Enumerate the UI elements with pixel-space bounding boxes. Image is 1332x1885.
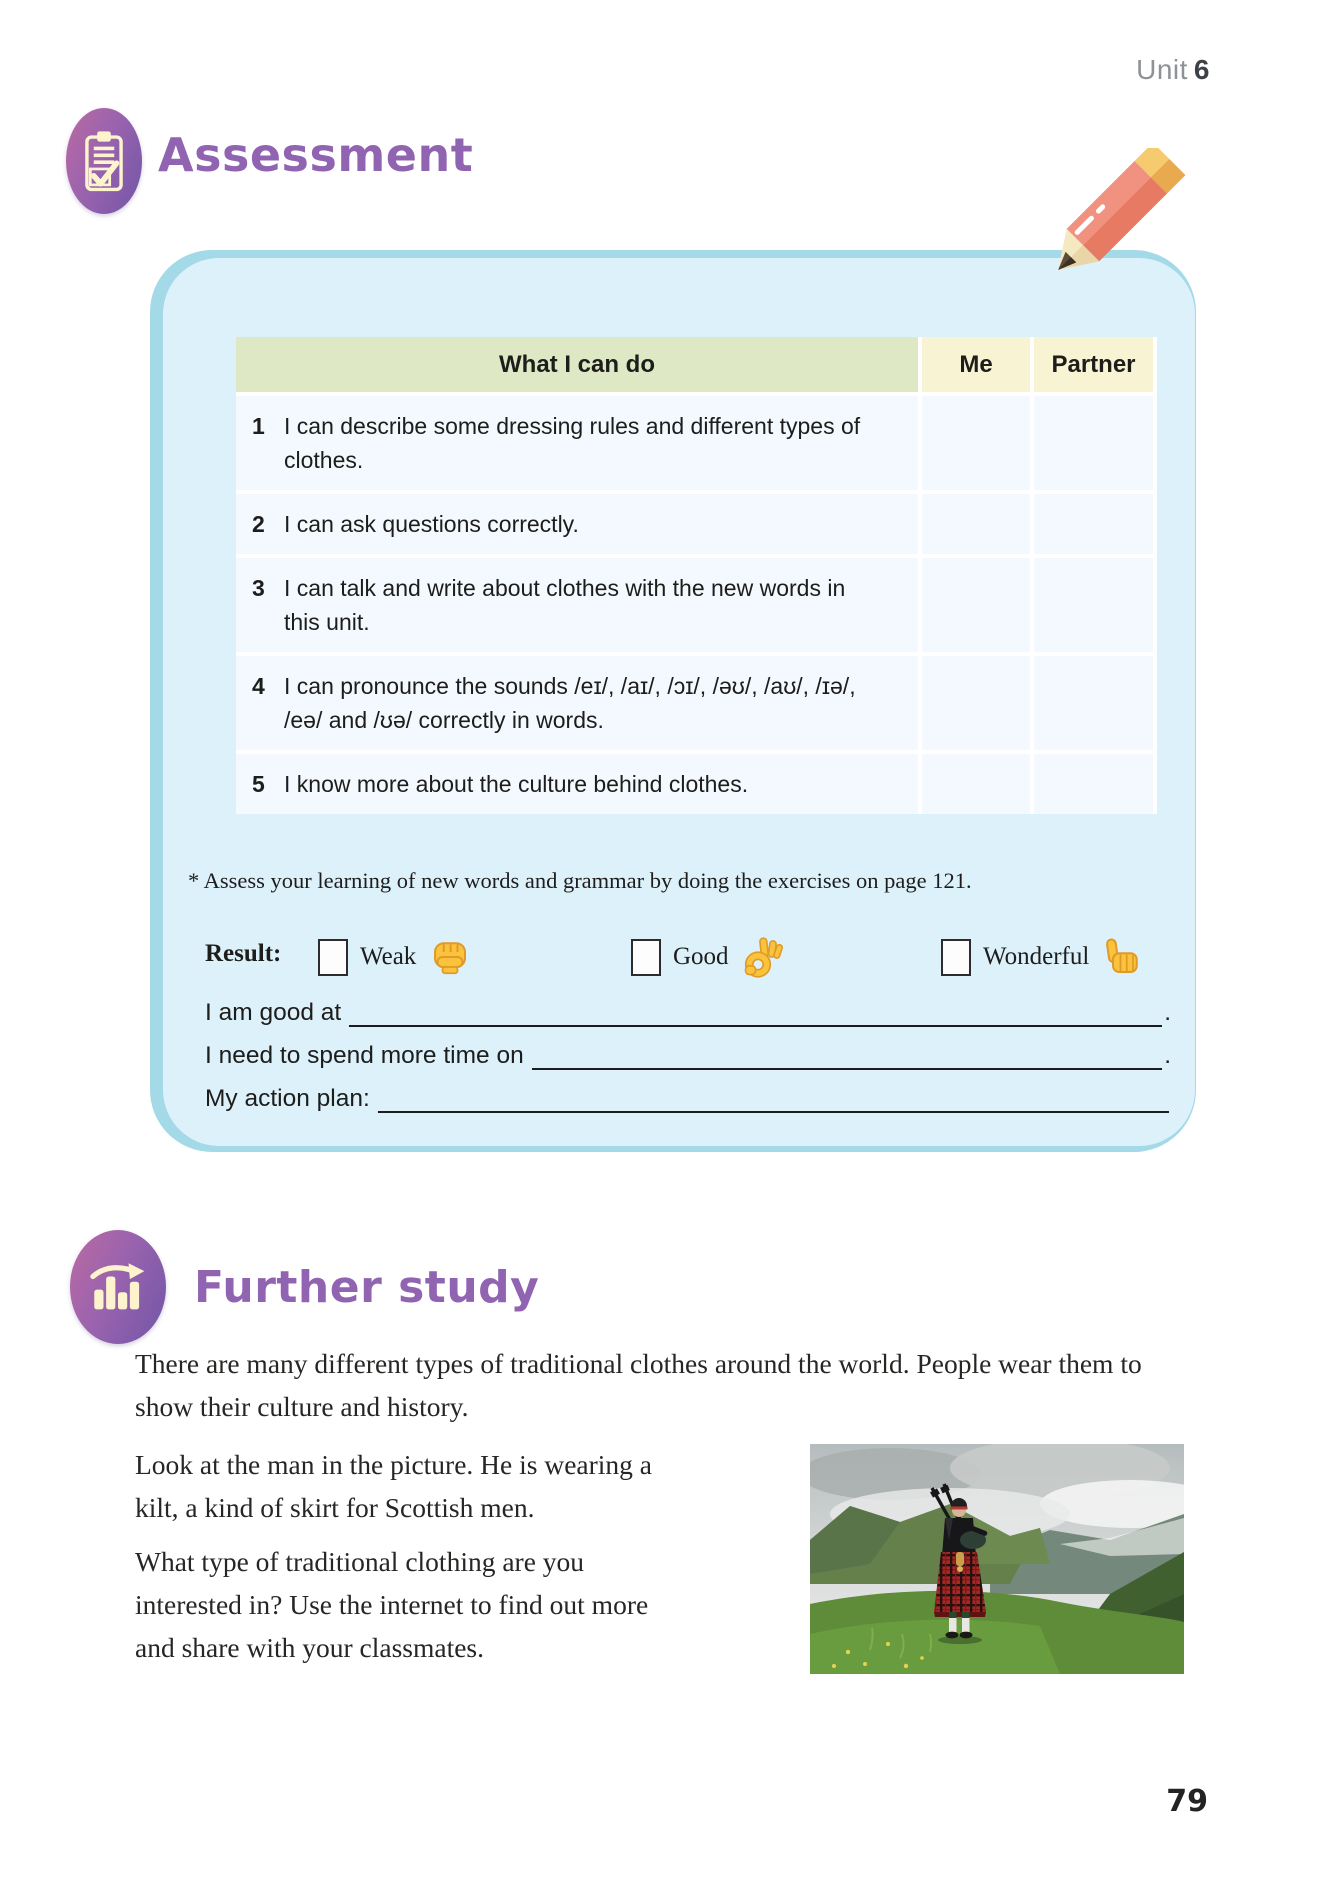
row-1-partner-box[interactable]	[1034, 396, 1153, 490]
paragraph-task: What type of traditional clothing are you interested in? Use the internet to find out more and share with your classmates.	[135, 1546, 649, 1663]
unit-tag	[1136, 54, 1210, 86]
unit-number: 6	[1193, 54, 1210, 85]
row-5-me-box[interactable]	[922, 754, 1030, 814]
table-row-1-statement	[236, 396, 918, 490]
self-assessment-table	[236, 337, 1157, 814]
row-number: 5	[252, 771, 265, 797]
column-header-me: Me	[922, 337, 1030, 392]
thumbs-up-icon	[1103, 936, 1143, 978]
assessment-footnote: * Assess your learning of new words and grammar by doing the exercises on page 121.	[188, 868, 972, 893]
row-number: 2	[252, 511, 265, 537]
unit-label: Unit	[1136, 54, 1188, 85]
result-option-good	[631, 936, 783, 978]
fill-in-label: I need to spend more time on	[205, 1042, 524, 1069]
weak-checkbox[interactable]	[318, 939, 348, 976]
row-number: 1	[252, 413, 265, 439]
row-3-me-box[interactable]	[922, 558, 1030, 652]
bagpiper-photo	[810, 1444, 1184, 1674]
column-header-partner: Partner	[1034, 337, 1153, 392]
line-suffix: .	[1164, 1042, 1171, 1069]
fill-in-action-plan	[205, 1079, 1171, 1113]
row-text: I know more about the culture behind clothes.	[284, 771, 749, 797]
paragraph-kilt: Look at the man in the picture. He is wearing a kilt, a kind of skirt for Scottish men.	[135, 1449, 652, 1523]
pencil-icon	[1002, 148, 1202, 338]
result-option-wonderful	[941, 936, 1143, 978]
wonderful-checkbox[interactable]	[941, 939, 971, 976]
blank-line[interactable]	[349, 997, 1162, 1027]
further-study-badge	[70, 1230, 166, 1344]
fill-in-label: I am good at	[205, 999, 342, 1026]
page-number: 79	[1166, 1784, 1208, 1819]
clipboard-check-icon	[81, 128, 127, 194]
row-5-partner-box[interactable]	[1034, 754, 1153, 814]
result-row	[163, 928, 1195, 992]
further-study-title: Further study	[194, 1262, 540, 1313]
wonderful-label: Wonderful	[983, 943, 1090, 970]
fill-in-good-at	[205, 993, 1171, 1027]
row-3-partner-box[interactable]	[1034, 558, 1153, 652]
table-row-2-statement	[236, 494, 918, 554]
fist-icon	[430, 936, 470, 978]
row-2-partner-box[interactable]	[1034, 494, 1153, 554]
bagpiper-photo-art	[810, 1444, 1184, 1674]
row-text: I can describe some dressing rules and different types of clothes.	[284, 413, 861, 473]
row-2-me-box[interactable]	[922, 494, 1030, 554]
table-row-3-statement	[236, 558, 918, 652]
bar-chart-arrow-icon	[89, 1260, 147, 1314]
ok-hand-icon	[743, 936, 783, 978]
good-label: Good	[673, 943, 729, 970]
column-header-what: What I can do	[236, 337, 918, 392]
row-number: 3	[252, 575, 265, 601]
result-option-weak	[318, 936, 470, 978]
table-row-4-statement	[236, 656, 918, 750]
row-text: I can ask questions correctly.	[284, 511, 579, 537]
paragraph-intro: There are many different types of traditional clothes around the world. People wear them to show their culture and history.	[135, 1348, 1142, 1422]
weak-label: Weak	[360, 943, 417, 970]
row-text: I can pronounce the sounds /eɪ/, /aɪ/, /ɔɪ/, /əʊ/, /aʊ/, /ɪə/, /eə/ and /ʊə/ correctly in words.	[284, 673, 856, 733]
row-1-me-box[interactable]	[922, 396, 1030, 490]
blank-line[interactable]	[378, 1083, 1169, 1113]
assessment-badge	[66, 108, 142, 214]
row-text: I can talk and write about clothes with the new words in this unit.	[284, 575, 846, 635]
line-suffix: .	[1164, 999, 1171, 1026]
table-row-5-statement	[236, 754, 918, 814]
row-4-partner-box[interactable]	[1034, 656, 1153, 750]
row-4-me-box[interactable]	[922, 656, 1030, 750]
fill-in-more-time	[205, 1036, 1171, 1070]
good-checkbox[interactable]	[631, 939, 661, 976]
fill-in-label: My action plan:	[205, 1085, 370, 1112]
result-label: Result:	[205, 940, 282, 967]
row-number: 4	[252, 673, 265, 699]
assessment-title: Assessment	[158, 128, 474, 182]
blank-line[interactable]	[532, 1040, 1162, 1070]
